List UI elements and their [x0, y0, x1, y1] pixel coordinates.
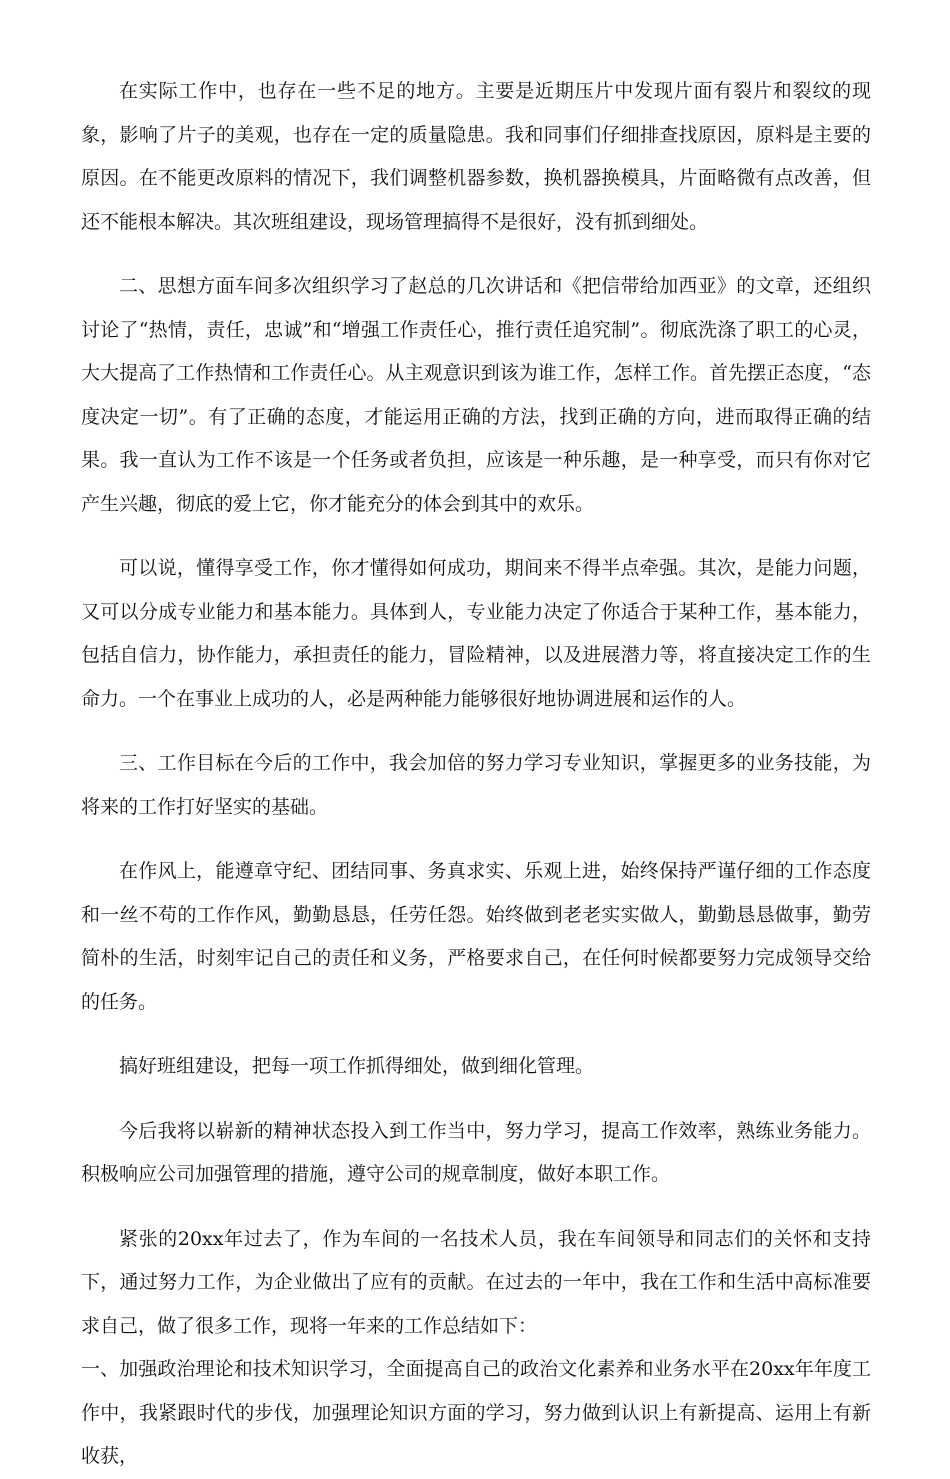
paragraph-political-study: 一、加强政治理论和技术知识学习，全面提高自己的政治文化素养和业务水平在20xx年年度工作中，我紧跟时代的步伐，加强理论知识方面的学习，努力做到认识上有新提高、运用上有新收获，: [81, 1358, 871, 1467]
document-page: [81, 70, 871, 1479]
paragraph-year-summary: 紧张的20xx年过去了，作为车间的一名技术人员，我在车间领导和同志们的关怀和支持下，通过努力工作，为企业做出了应有的贡献。在过去的一年中，我在工作和生活中高标准要求自己，做了很多工作，现将一年来的工作总结如下：: [81, 1227, 871, 1337]
paragraph-shortcomings: 在实际工作中，也存在一些不足的地方。主要是近期压片中发现片面有裂片和裂纹的现象，影响了片子的美观，也存在一定的质量隐患。我和同事们仔细排查找原因，原料是主要的原因。在不能更改原料的情况下，我们调整机器参数，换机器换模具，片面略微有点改善，但还不能根本解决。其次班组建设，现场管理搞得不是很好，没有抓到细处。: [81, 80, 871, 233]
paragraph-work-goals: 三、工作目标在今后的工作中，我会加倍的努力学习专业知识，掌握更多的业务技能，为将来的工作打好坚实的基础。: [81, 752, 871, 818]
paragraph-enjoy-work: 可以说，懂得享受工作，你才懂得如何成功，期间来不得半点牵强。其次，是能力问题，又可以分成专业能力和基本能力。具体到人，专业能力决定了你适合于某种工作，基本能力，包括自信力，协作能力，承担责任的能力，冒险精神，以及进展潜力等，将直接决定工作的生命力。一个在事业上成功的人，必是两种能力能够很好地协调进展和运作的人。: [81, 557, 871, 710]
paragraph-team-building: 搞好班组建设，把每一项工作抓得细处，做到细化管理。: [119, 1055, 595, 1077]
paragraph-future-plan: 今后我将以崭新的精神状态投入到工作当中，努力学习，提高工作效率，熟练业务能力。积极响应公司加强管理的措施，遵守公司的规章制度，做好本职工作。: [81, 1119, 871, 1185]
paragraph-ideology: 二、思想方面车间多次组织学习了赵总的几次讲话和《把信带给加西亚》的文章，还组织讨论了“热情，责任，忠诚”和“增强工作责任心，推行责任追究制”。彻底洗涤了职工的心灵，大大提高了工作热情和工作责任心。从主观意识到该为谁工作，怎样工作。首先摆正态度，“态度决定一切”。有了正确的态度，才能运用正确的方法，找到正确的方向，进而取得正确的结果。我一直认为工作不该是一个任务或者负担，应该是一种乐趣，是一种享受，而只有你对它产生兴趣，彻底的爱上它，你才能充分的体会到其中的欢乐。: [81, 275, 871, 515]
paragraph-work-style: 在作风上，能遵章守纪、团结同事、务真求实、乐观上进，始终保持严谨仔细的工作态度和一丝不苟的工作作风，勤勤恳恳，任劳任怨。始终做到老老实实做人，勤勤恳恳做事，勤劳简朴的生活，时刻牢记自己的责任和义务，严格要求自己，在任何时候都要努力完成领导交给的任务。: [81, 860, 871, 1013]
